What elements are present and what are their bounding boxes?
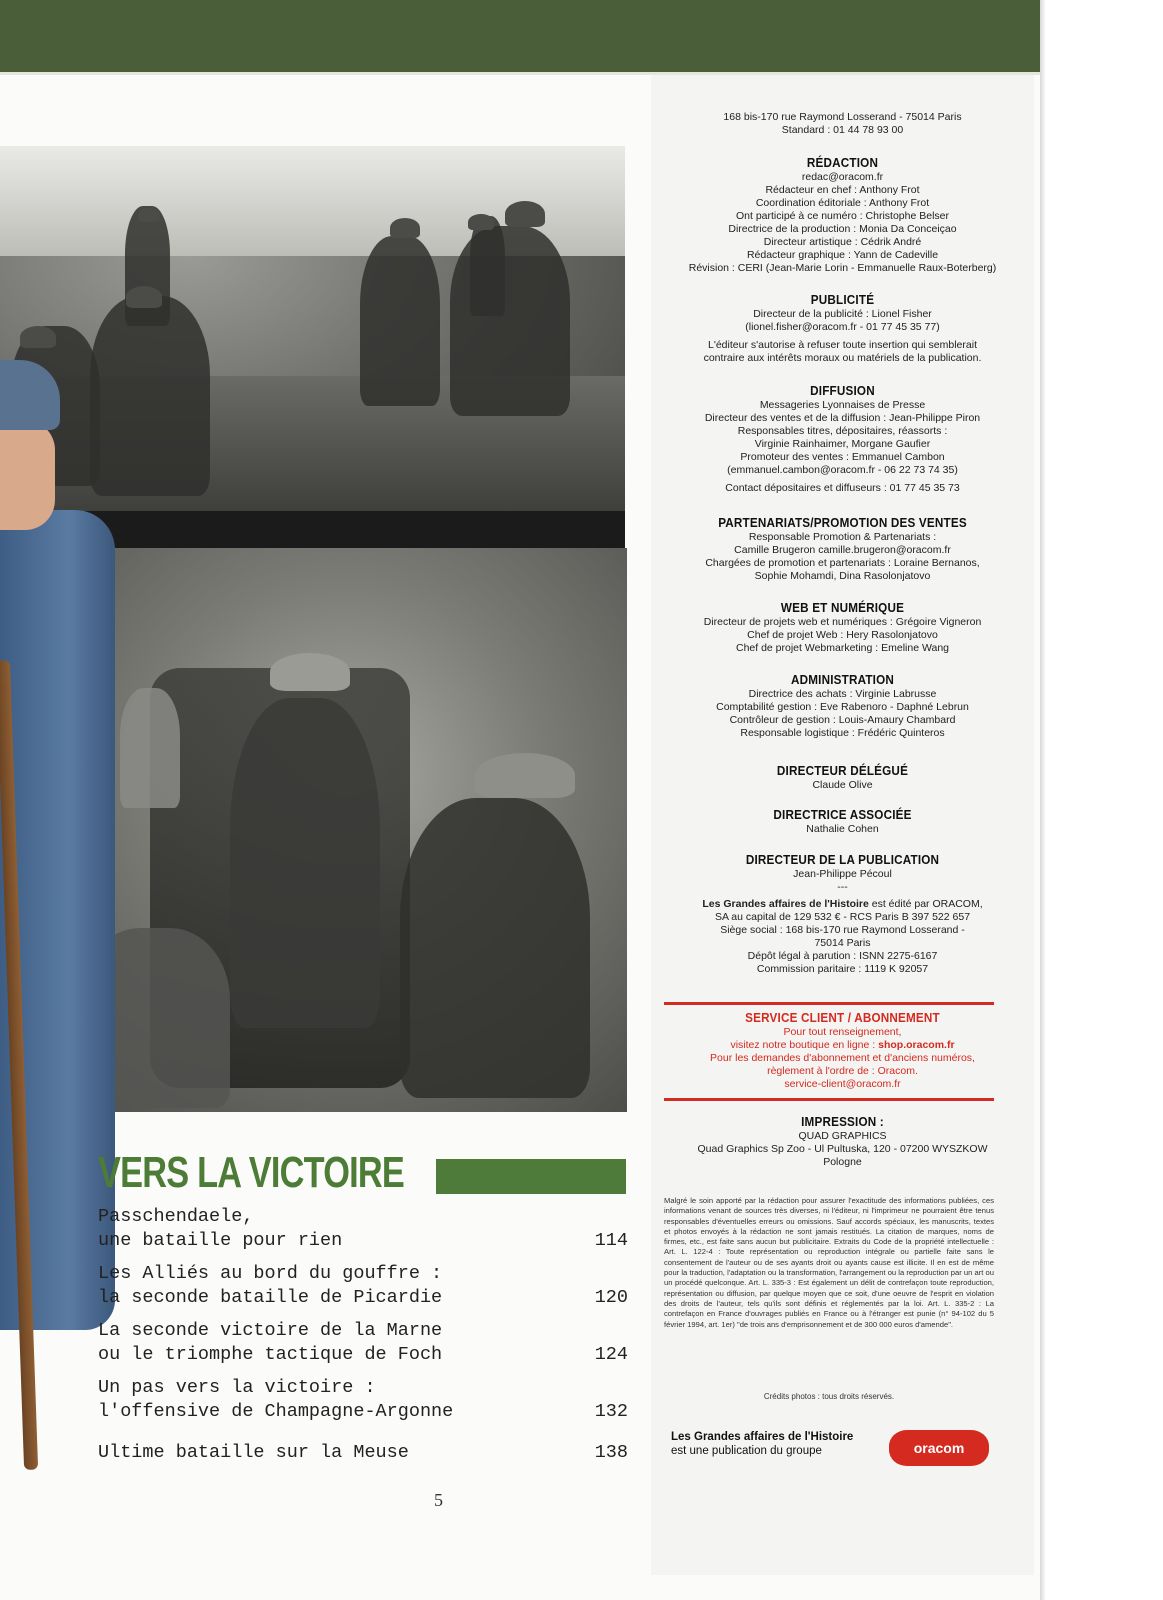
section-directeur-delegue [661,763,1024,792]
credit-line: Sophie Mohamdi, Dina Rasolonjatovo [754,570,931,582]
section-partenariats [661,515,1024,583]
toc-item[interactable] [98,1319,628,1367]
phone-standard: Standard : 01 44 78 93 00 [781,124,904,136]
red-rule-bottom [664,1098,994,1101]
credit-line: Messageries Lyonnaises de Presse [759,399,926,411]
credit-line: Directrice des achats : Virginie Labrusse [748,688,937,700]
brand-name: Les Grandes affaires de l'Histoire [702,898,869,910]
section-title: WEB ET NUMÉRIQUE [780,600,905,615]
credit-line: Dépôt légal à parution : ISNN 2275-6167 [747,950,938,962]
toc-item-line: la seconde bataille de Picardie [98,1287,443,1308]
credit-line: Jean-Philippe Pécoul [793,868,892,880]
oracom-logo: oracom [889,1430,989,1466]
credit-line: Virginie Rainhaimer, Morgane Gaufier [754,438,931,450]
service-line: Pour les demandes d'abonnement et d'anciens numéros, [710,1052,975,1064]
credit-line: Révision : CERI (Jean-Marie Lorin - Emmanuelle Raux-Boterberg) [688,262,997,274]
credit-line: Siège social : 168 bis-170 rue Raymond Losserand - [720,924,965,936]
section-title: ADMINISTRATION [790,672,895,687]
credit-line: Promoteur des ventes : Emmanuel Cambon [740,451,945,463]
section-title: DIRECTRICE ASSOCIÉE [773,807,912,822]
credit-line: Responsable logistique : Frédéric Quinteros [740,727,945,739]
shop-link[interactable]: shop.oracom.fr [878,1039,955,1051]
note-line: contraire aux intérêts moraux ou matériels de la publication. [703,352,982,364]
top-green-banner [0,0,1045,72]
credit-line: 75014 Paris [814,937,871,949]
section-redaction [661,155,1024,275]
toc-title: VERS LA VICTOIRE [98,1148,404,1197]
toc-page-number: 114 [594,1230,628,1251]
credit-line: Comptabilité gestion : Eve Rabenoro - Daphné Lebrun [716,701,969,713]
credit-line: Rédacteur en chef : Anthony Frot [765,184,920,196]
toc-title-bar [436,1159,626,1194]
editeur-text: est édité par ORACOM, [868,898,983,910]
toc-item-line: Les Alliés au bord du gouffre : [98,1263,443,1284]
credit-line: Contrôleur de gestion : Louis-Amaury Chambard [729,714,956,726]
toc-item-line: Passchendaele, [98,1206,254,1227]
toc-item-line: ou le triomphe tactique de Foch [98,1344,443,1365]
credit-line: Quad Graphics Sp Zoo - Ul Pultuska, 120 - 07200 WYSZKOW [697,1143,988,1155]
section-title: DIRECTEUR DÉLÉGUÉ [776,763,909,778]
toc-item-line: une bataille pour rien [98,1230,343,1251]
toc-page-number: 124 [594,1344,628,1365]
credit-line: Directrice de la production : Monia Da Conceiçao [728,223,957,235]
toc-item-line: Ultime bataille sur la Meuse [98,1442,409,1463]
section-directrice-associee [661,807,1024,836]
toc-page-number: 132 [594,1401,628,1422]
credit-line: Responsable Promotion & Partenariats : [748,531,937,543]
section-diffusion [661,383,1024,495]
toc-item[interactable] [98,1376,628,1424]
red-rule-top [664,1002,994,1005]
credit-line: Chargées de promotion et partenariats : Loraine Bernanos, [705,557,980,569]
credit-line: Directeur artistique : Cédrik André [763,236,922,248]
credit-line: Responsables titres, dépositaires, réassorts : [737,425,948,437]
section-title: IMPRESSION : [801,1114,884,1129]
section-publicite [661,292,1024,365]
toc-item[interactable] [98,1262,628,1310]
service-line: visitez notre boutique en ligne : [730,1039,879,1051]
credit-line: Directeur de la publicité : Lionel Fisher [753,308,932,320]
credit-line: Directeur de projets web et numériques : Grégoire Vigneron [703,616,982,628]
credit-line: Camille Brugeron camille.brugeron@oracom.fr [734,544,951,556]
photo-credits: Crédits photos : tous droits réservés. [763,1392,895,1401]
credit-line: Chef de projet Web : Hery Rasolonjatovo [747,629,938,641]
credit-line: Rédacteur graphique : Yann de Cadeville [746,249,939,261]
toc-page-number: 120 [594,1287,628,1308]
separator: --- [837,881,848,893]
credit-line: Claude Olive [812,779,873,791]
service-line: règlement à l'ordre de : Oracom. [767,1065,918,1077]
credit-line: Directeur des ventes et de la diffusion : Jean-Philippe Piron [704,412,981,424]
address-block [661,111,1024,137]
section-title: DIFFUSION [810,383,875,398]
section-service-client [661,1010,1024,1091]
credit-line: (emmanuel.cambon@oracom.fr - 06 22 73 74 35) [727,464,958,476]
credit-line: (lionel.fisher@oracom.fr - 01 77 45 35 77) [745,321,940,333]
section-impression [661,1114,1024,1169]
section-editeur [661,898,1024,976]
section-directeur-publication [661,852,1024,894]
toc-item[interactable] [98,1441,628,1465]
section-title: DIRECTEUR DE LA PUBLICATION [745,852,940,867]
toc-item-line: l'offensive de Champagne-Argonne [98,1401,454,1422]
section-title: PUBLICITÉ [810,292,875,307]
address: 168 bis-170 rue Raymond Losserand - 75014 Paris [723,111,962,123]
credit-line: redac@oracom.fr [801,171,884,183]
section-title: RÉDACTION [806,155,879,170]
publisher-footer [671,1430,891,1458]
service-line: Pour tout renseignement, [783,1026,902,1038]
section-administration [661,672,1024,740]
credit-line: Commission paritaire : 1119 K 92057 [756,963,929,975]
toc-item-line: La seconde victoire de la Marne [98,1320,443,1341]
section-title: PARTENARIATS/PROMOTION DES VENTES [718,515,967,530]
credit-line: Nathalie Cohen [806,823,879,835]
credit-line: QUAD GRAPHICS [798,1130,887,1142]
toc-page-number: 138 [594,1442,628,1463]
credit-line: Coordination éditoriale : Anthony Frot [755,197,930,209]
page-edge [1045,0,1163,1600]
section-web [661,600,1024,655]
footer-text: est une publication du groupe [671,1445,822,1457]
credit-line: Pologne [823,1156,862,1168]
service-email[interactable]: service-client@oracom.fr [784,1078,901,1090]
page-number: 5 [434,1490,443,1510]
toc-item-line: Un pas vers la victoire : [98,1377,376,1398]
legal-notice: Malgré le soin apporté par la rédaction pour assurer l'exactitude des informations publiées, ces informations venant de sources très diverses, ni l'éditeur, ni l'imprimeur ne pourraient être tenus responsables d'éventuelles erreurs ou omissions. Sauf accords spéciaux, les manuscrits, textes et photos envoyés à la rédaction ne sont jamais restitués. La citation de marques, noms de firmes, etc., est faite sans aucun but publicitaire. Extraits du Code de la propriété intellectuelle : Art. L. 122-4 : Toute représentation ou reproduction intégrale ou partielle faite sans le consentement de l'auteur ou de ses ayants droit ou ayants cause est illicite. Il en est de même pour la traduction, l'adaptation ou la transformation, l'arrangement ou la reproduction par un art ou un procédé quelconque. Art. L. 335-3 : Est également un délit de contrefaçon toute reproduction, représentation ou diffusion, par quelque moyen que ce soit, d'une oeuvre de l'esprit en violation des droits de l'auteur, tels qu'ils sont définis et réglementés par la loi. Art. L. 335-2 : La contrefaçon en France d'ouvrages publiés en France ou à l'étranger est punie (n° 94-102 du 5 février 1994, art. 1er) "de trois ans d'emprisonnement et de 300 000 euros d'amende". [664,1196,994,1329]
credit-line: SA au capital de 129 532 € - RCS Paris B 397 522 657 [714,911,971,923]
section-title: SERVICE CLIENT / ABONNEMENT [745,1010,940,1025]
contact-line: Contact dépositaires et diffuseurs : 01 77 45 35 73 [725,482,960,494]
credit-line: Chef de projet Webmarketing : Emeline Wang [735,642,950,654]
toc-item[interactable] [98,1205,628,1253]
brand-name: Les Grandes affaires de l'Histoire [671,1431,854,1443]
credit-line: Ont participé à ce numéro : Christophe Belser [735,210,950,222]
note-line: L'éditeur s'autorise à refuser toute insertion qui semblerait [708,339,977,351]
